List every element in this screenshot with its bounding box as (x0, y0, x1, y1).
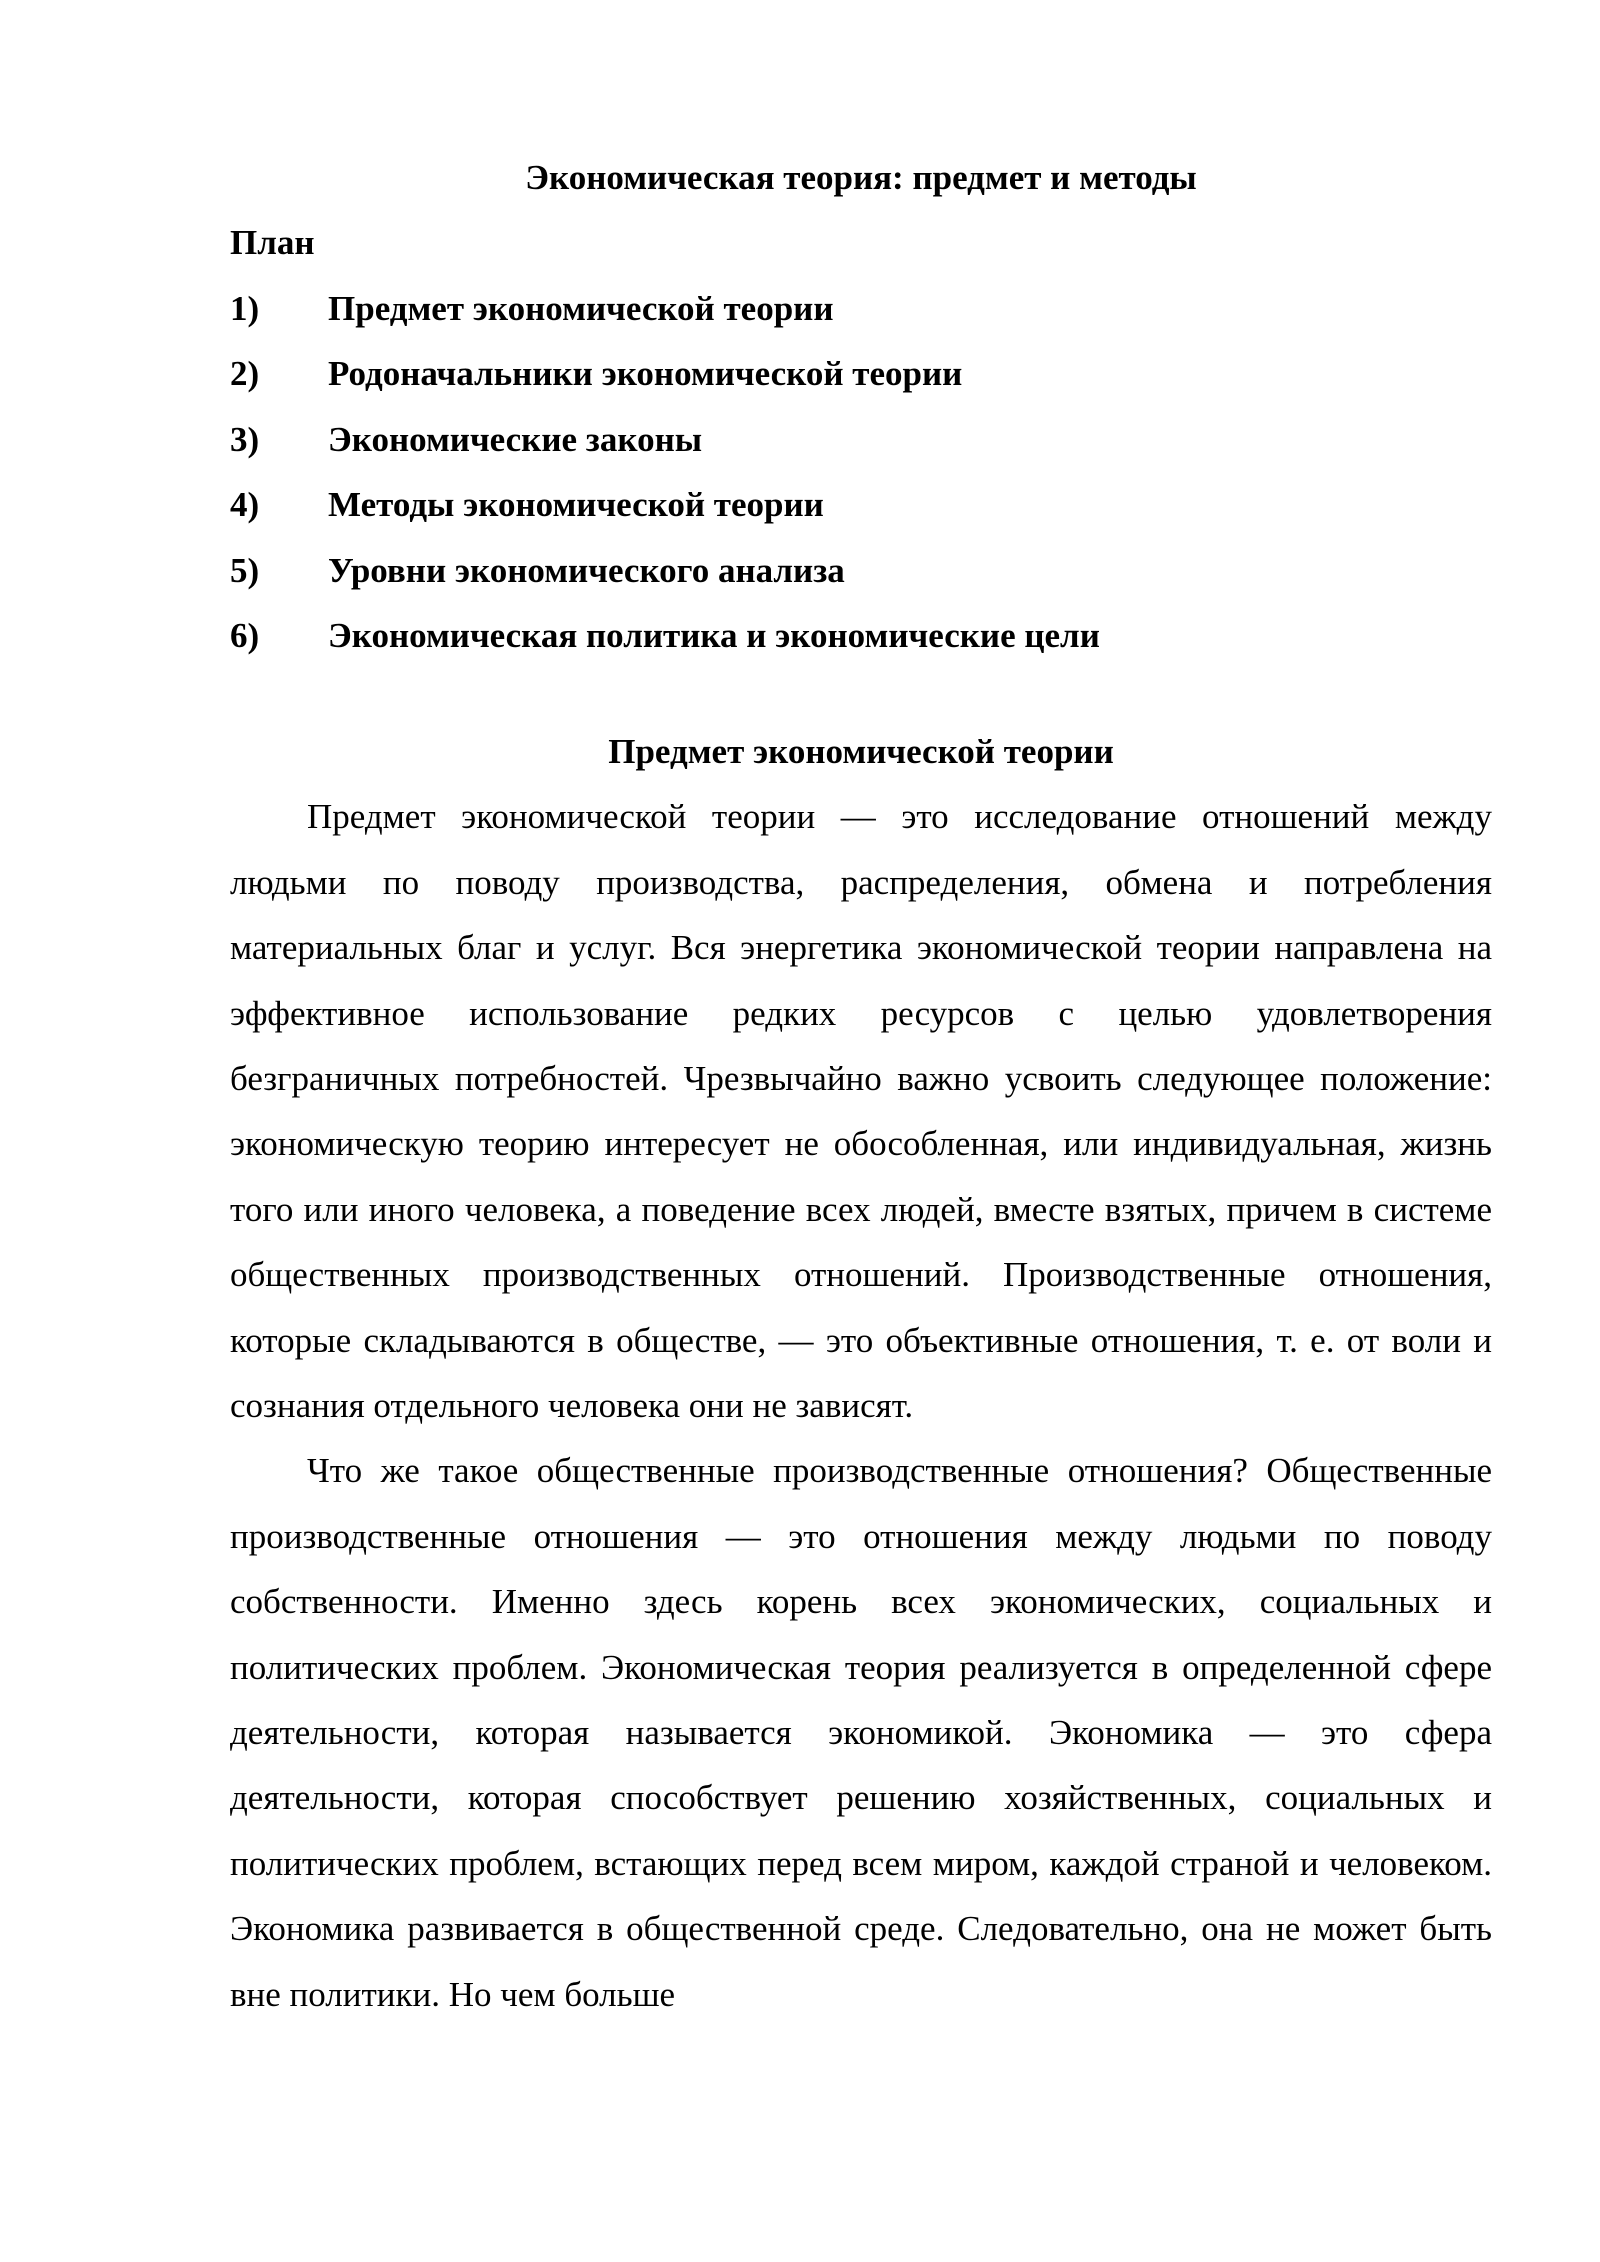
document-content (230, 146, 1492, 2027)
plan-item-text: Предмет экономической теории (328, 289, 834, 328)
plan-item (230, 538, 1492, 603)
plan-item-text: Методы экономической теории (328, 485, 824, 525)
plan-item (230, 603, 1492, 668)
plan-item-text: Экономические законы (328, 419, 703, 459)
plan-item (230, 341, 1492, 406)
plan-item-number: 4) (230, 485, 260, 525)
plan-item-number: 5) (230, 550, 260, 590)
plan-item-text: Уровни экономического анализа (328, 550, 845, 590)
plan-item-number: 1) (230, 289, 260, 328)
plan-item-number: 3) (230, 419, 260, 459)
plan-item (230, 407, 1492, 472)
section-heading: Предмет экономической теории (608, 732, 1114, 772)
plan-item-text: Экономическая политика и экономические цели (328, 615, 1100, 655)
plan-item (230, 472, 1492, 537)
body-paragraph: Предмет экономической теории — это исследование отношений между людьми по поводу производства, распределения, обмена и потребления материальных благ и услуг. Вся энергетика экономической теории направлена на эффективное использование редких ресурсов с целью удовлетворения безграничных потребностей. Чрезвычайно важно усвоить следующее положение: экономическую теорию интересует не обособленная, или индивидуальная, жизнь того или иного человека, а поведение всех людей, вместе взятых, причем в системе общественных производственных отношений. Производственные отношения, которые складываются в обществе, — это объективные отношения, т. е. от воли и сознания отдельного человека они не зависят. (230, 797, 1492, 1425)
plan-heading: План (230, 223, 315, 262)
plan-item-text: Родоначальники экономической теории (328, 354, 963, 394)
document-title: Экономическая теория: предмет и методы (525, 158, 1197, 197)
plan-item-number: 2) (230, 354, 260, 394)
body-paragraph: Что же такое общественные производственные отношения? Общественные производственные отношения — это отношения между людьми по поводу собственности. Именно здесь корень всех экономических, социальных и политических проблем. Экономическая теория реализуется в определенной сфере деятельности, которая называется экономикой. Экономика — это сфера деятельности, которая способствует решению хозяйственных, социальных и политических проблем, встающих перед всем миром, каждой страной и человеком. Экономика развивается в общественной среде. Следовательно, она не может быть вне политики. Но чем больше (230, 1451, 1492, 2014)
plan-item (230, 276, 1492, 341)
plan-item-number: 6) (230, 615, 260, 655)
plan-list (230, 276, 1492, 668)
